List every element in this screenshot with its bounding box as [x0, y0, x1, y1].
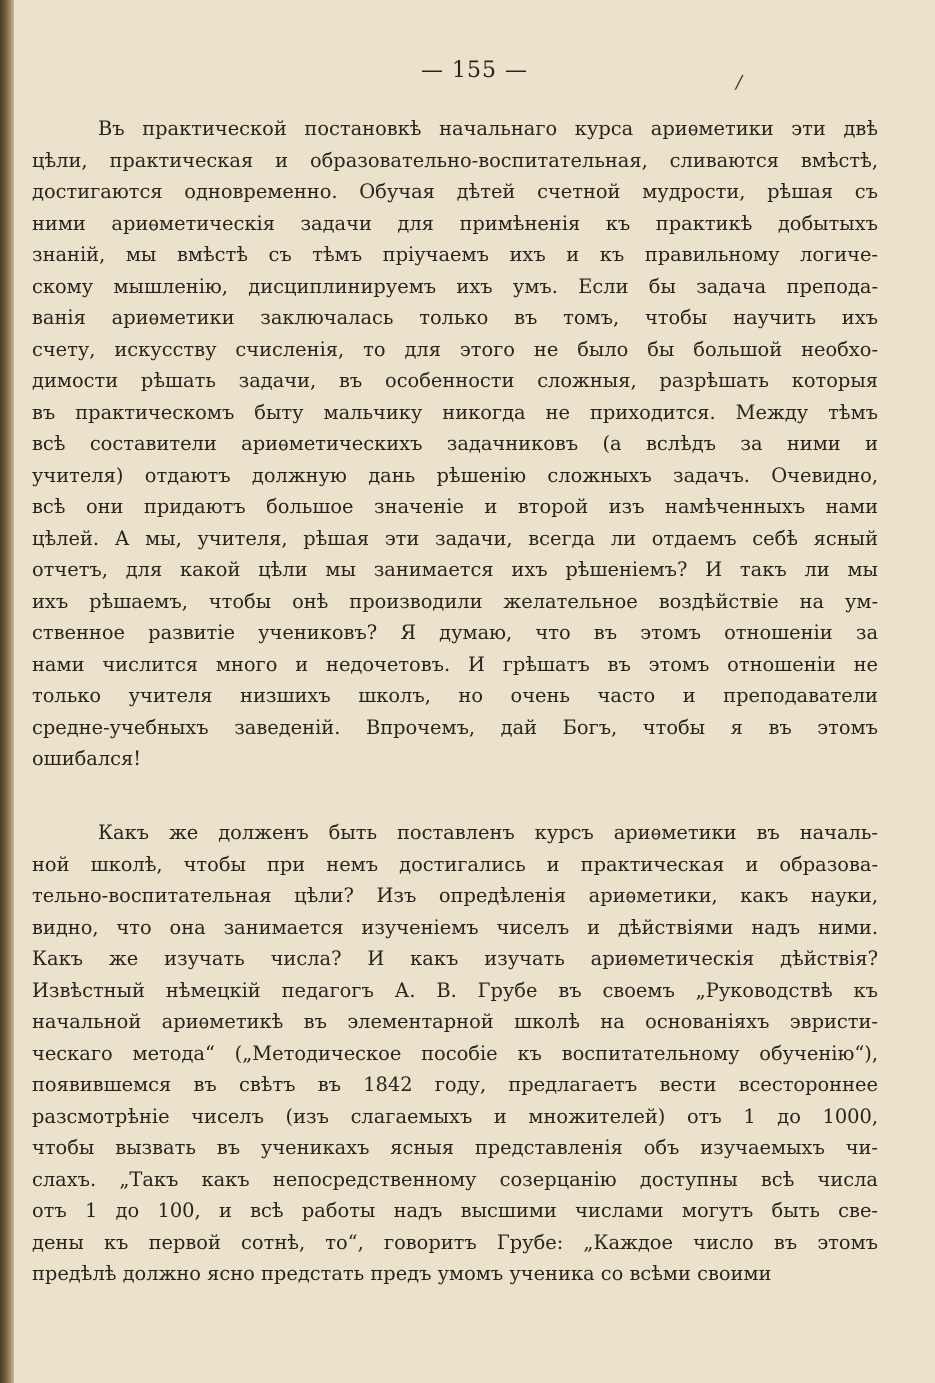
text-line: тельно-воспитательная цѣли? Изъ опредѣленія ариѳметики, какъ науки, — [32, 884, 878, 907]
pencil-mark: / — [736, 72, 743, 93]
text-line: ними ариѳметическія задачи для примѣненія къ практикѣ добытыхъ — [32, 211, 878, 235]
text-line: счету, искусству счисленія, то для этого не было бы большой необхо- — [32, 337, 878, 361]
text-line: появившемся въ свѣтъ въ 1842 году, предлагаетъ вести всестороннее — [32, 1073, 878, 1096]
text-line: ошибался! — [32, 747, 142, 770]
text-line: Извѣстный нѣмецкій педагогъ А. В. Грубе въ своемъ „Руководствѣ къ — [32, 978, 878, 1002]
text-line: отъ 1 до 100, и всѣ работы надъ высшими числами могутъ быть све- — [32, 1199, 878, 1222]
paragraph-1 — [32, 113, 878, 775]
text-line: ванія ариѳметики заключалась только въ томъ, чтобы научить ихъ — [32, 306, 878, 329]
text-line: учителя) отдаютъ должную дань рѣшенію сложныхъ задачъ. Очевидно, — [32, 463, 878, 487]
text-line: Какъ же долженъ быть поставленъ курсъ ариѳметики въ началь- — [98, 821, 878, 844]
text-line: знаній, мы вмѣстѣ съ тѣмъ пріучаемъ ихъ и къ правильному логиче- — [32, 243, 878, 266]
text-line: разсмотрѣніе чиселъ (изъ слагаемыхъ и множителей) отъ 1 до 1000, — [32, 1104, 878, 1128]
text-line: начальной ариѳметикѣ въ элементарной школѣ на основаніяхъ эвристи- — [32, 1010, 878, 1033]
text-line: всѣ составители ариѳметическихъ задачниковъ (а вслѣдъ за ними и — [32, 432, 878, 455]
text-line: достигаются одновременно. Обучая дѣтей счетной мудрости, рѣшая съ — [32, 180, 878, 203]
text-line: всѣ они придаютъ большое значеніе и второй изъ намѣченныхъ нами — [32, 495, 878, 518]
text-line: ихъ рѣшаемъ, чтобы онѣ производили желательное воздѣйствіе на ум- — [32, 589, 878, 613]
text-line: средне-учебныхъ заведеній. Впрочемъ, дай Богъ, чтобы я въ этомъ — [32, 715, 878, 739]
book-page — [14, 0, 935, 1383]
text-line: ной школѣ, чтобы при немъ достигались и практическая и образова- — [32, 852, 878, 876]
text-line: только учителя низшихъ школъ, но очень часто и преподаватели — [32, 684, 878, 707]
text-line: дены къ первой сотнѣ, то“, говоритъ Грубе: „Каждое число въ этомъ — [32, 1230, 878, 1254]
page-number: — 155 — — [421, 58, 528, 83]
text-line: димости рѣшать задачи, въ особенности сложныя, разрѣшать которыя — [32, 369, 878, 392]
paragraph-2 — [32, 817, 878, 1290]
text-line: Въ практической постановкѣ начальнаго курса ариѳметики эти двѣ — [98, 117, 878, 140]
text-line: въ практическомъ быту мальчику никогда не приходится. Между тѣмъ — [32, 400, 878, 424]
text-line: ческаго метода“ („Методическое пособіе къ воспитательному обученію“), — [32, 1041, 878, 1065]
text-line: скому мышленію, дисциплинируемъ ихъ умъ. Если бы задача препода- — [32, 274, 878, 298]
book-binding-edge — [0, 0, 14, 1383]
text-line: предѣлѣ должно ясно предстать предъ умомъ ученика со всѣми своими — [32, 1262, 772, 1285]
text-line: нами числится много и недочетовъ. И грѣшатъ въ этомъ отношеніи не — [32, 652, 878, 676]
text-line: ственное развитіе учениковъ? Я думаю, что въ этомъ отношеніи за — [32, 621, 878, 644]
text-line: отчетъ, для какой цѣли мы занимается ихъ рѣшеніемъ? И такъ ли мы — [32, 558, 878, 581]
text-line: цѣлей. А мы, учителя, рѣшая эти задачи, всегда ли отдаемъ себѣ ясный — [32, 526, 878, 550]
text-line: чтобы вызвать въ ученикахъ ясныя представленія объ изучаемыхъ чи- — [32, 1136, 878, 1159]
text-line: цѣли, практическая и образовательно-воспитательная, сливаются вмѣстѣ, — [32, 148, 878, 172]
text-line: слахъ. „Такъ какъ непосредственному созерцанію доступны всѣ числа — [32, 1167, 878, 1191]
text-line: Какъ же изучать числа? И какъ изучать ариѳметическія дѣйствія? — [32, 947, 878, 970]
text-line: видно, что она занимается изученіемъ чиселъ и дѣйствіями надъ ними. — [32, 915, 878, 939]
